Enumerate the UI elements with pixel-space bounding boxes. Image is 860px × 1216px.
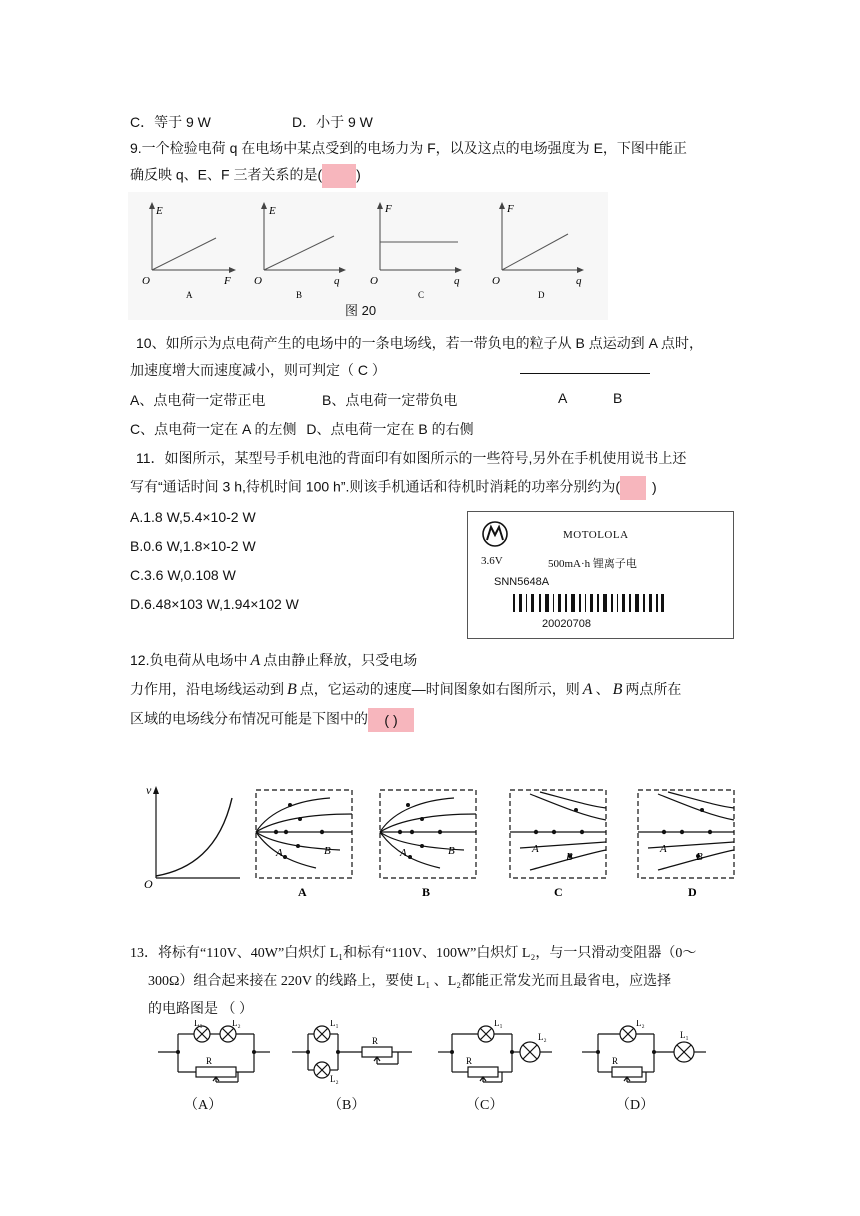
q10-option-b: B、点电荷一定带负电 xyxy=(322,392,458,408)
q13-circuits xyxy=(150,1020,740,1092)
q9-graph-b-label: B xyxy=(296,290,303,300)
battery-capacity: 500mA·h 锂离子电 xyxy=(548,558,637,570)
q9-graph-c-x-label: q xyxy=(454,275,460,287)
q9-graph-c-origin: O xyxy=(370,275,378,287)
q12-panel-d-label: D xyxy=(688,885,697,899)
q12-point-a: A xyxy=(250,652,261,669)
q10-point-a-label: A xyxy=(558,390,568,406)
q12-panel-d xyxy=(638,790,734,899)
q9-graph-a-label: A xyxy=(186,290,193,300)
q10-option-c xyxy=(130,419,474,439)
q12-vt-origin: O xyxy=(144,877,153,891)
q11-option-c: C.3.6 W,0.108 W xyxy=(130,567,236,583)
q9-graph-b-y-label: E xyxy=(269,205,276,217)
q12-vt-v-label: v xyxy=(146,783,152,797)
motorola-logo-icon xyxy=(481,520,509,548)
q13-d-l2: L₁ xyxy=(680,1030,689,1040)
q9-graph-a-y-label: E xyxy=(156,205,163,217)
q12-panel-b-label: B xyxy=(422,885,431,899)
q10-option-c-text: C、点电荷一定在 A 的左侧 xyxy=(130,421,297,437)
q13-b-l2: L₂ xyxy=(330,1074,339,1084)
q8-option-d: D．小于 9 W xyxy=(292,114,373,130)
q9-graph-d-label: D xyxy=(538,290,545,300)
q13-caption-c: （C） xyxy=(466,1098,504,1113)
q8-option-c: C．等于 9 W xyxy=(130,114,211,130)
q11-answer-blank[interactable] xyxy=(620,476,646,500)
q9-text-line1: 9.一个检验电荷 q 在电场中某点受到的电场力为 F，以及这点的电场强度为 E，下图中能正 xyxy=(130,140,687,156)
q13-circuit-c xyxy=(438,1026,552,1082)
q9-graph-b-x-label: q xyxy=(334,275,340,287)
q12-panel-c xyxy=(510,790,606,899)
barcode-icon xyxy=(513,592,665,614)
battery-label xyxy=(467,511,734,639)
q12-panel-a xyxy=(256,790,352,899)
q9-graph-a-origin: O xyxy=(142,275,150,287)
q10-point-b-label: B xyxy=(613,390,623,406)
q11-text-line2 xyxy=(130,476,657,500)
q10-text-line1: 10、如所示为点电荷产生的电场中的一条电场线，若一带负电的粒子从 B 点运动到 A 点时， xyxy=(136,335,704,351)
q13-d-r: R xyxy=(612,1056,619,1066)
q12-panel-c-label: C xyxy=(554,885,563,899)
q13-a-l1: L₁ xyxy=(194,1020,203,1028)
q12-text-prefix1: 12.负电荷从电场中 xyxy=(130,652,248,668)
q11-text-suffix: ) xyxy=(652,478,657,495)
q13-c-l2: L₂ xyxy=(538,1032,547,1042)
battery-date: 20020708 xyxy=(542,618,591,630)
svg-text:B: B xyxy=(696,851,703,863)
svg-text:B: B xyxy=(566,851,573,863)
q12-point-b-ref: B xyxy=(612,681,623,698)
q13-a-l2: L₂ xyxy=(232,1020,241,1028)
q9-graph-b-origin: O xyxy=(254,275,262,287)
svg-text:A: A xyxy=(276,847,283,859)
q12-vt-graph xyxy=(144,783,240,891)
q11-text-line1: 11．如图所示，某型号手机电池的背面印有如图所示的一些符号,另外在手机使用说书上还 xyxy=(136,450,687,466)
svg-text:B: B xyxy=(324,845,331,857)
q10-text-line2: 加速度增大而速度减小，则可判定（ C ） xyxy=(130,362,386,378)
q9-text-prefix: 确反映 q、E、F 三者关系的是( xyxy=(130,166,323,183)
svg-text:B: B xyxy=(448,845,455,857)
q12-text-suffix2: 两点所在 xyxy=(625,681,682,697)
q9-graph-d-y-label: F xyxy=(507,203,514,215)
q13-text-line1: 13．将标有“110V、40W”白炽灯 L₁和标有“110V、100W”白炽灯 L₂，与一只滑动变阻器（0～ xyxy=(130,946,697,961)
q11-option-a: A.1.8 W,5.4×10-2 W xyxy=(130,509,256,525)
q9-graph-c-label: C xyxy=(418,290,425,300)
q10-field-line xyxy=(520,373,650,374)
svg-text:A: A xyxy=(532,843,539,855)
q12-point-a-ref: A xyxy=(582,681,593,698)
q13-caption-a: （A） xyxy=(184,1098,223,1113)
q13-b-r: R xyxy=(372,1036,379,1046)
q9-graph-d-origin: O xyxy=(492,275,500,287)
q13-text-line2: 300Ω）组合起来接在 220V 的线路上，要使 L₁ 、L₂都能正常发光而且最省电，应选择 xyxy=(148,974,672,989)
battery-model: SNN5648A xyxy=(494,576,550,588)
q13-b-l1: L₁ xyxy=(330,1020,339,1028)
q11-option-b: B.0.6 W,1.8×10-2 W xyxy=(130,538,256,554)
q12-text-suffix1: 点由静止释放，只受电场 xyxy=(263,652,418,668)
q13-c-l1: L₁ xyxy=(494,1020,503,1028)
q9-graph-d-x-label: q xyxy=(576,275,582,287)
q12-panel-a-label: A xyxy=(298,885,307,899)
q12-text-line2 xyxy=(130,679,681,700)
q13-circuit-a xyxy=(158,1026,270,1082)
q11-text-prefix: 写有“通话时间 3 h,待机时间 100 h”.则该手机通话和待机时消耗的功率分别约为( xyxy=(130,478,621,495)
q9-answer-blank[interactable] xyxy=(322,164,356,188)
q9-graph-a-x-label: F xyxy=(224,275,231,287)
q11-option-d: D.6.48×103 W,1.94×102 W xyxy=(130,596,299,612)
q13-caption-d: （D） xyxy=(616,1098,655,1113)
q10-option-d-text: D、点电荷一定在 B 的右侧 xyxy=(306,421,474,437)
q12-text-line3-main: 区域的电场线分布情况可能是下图中的 xyxy=(130,710,368,727)
q9-text-line2 xyxy=(130,164,361,188)
q9-graph-c-y-label: F xyxy=(385,203,392,215)
svg-text:A: A xyxy=(660,843,667,855)
q13-a-r: R xyxy=(206,1056,213,1066)
q12-text-line3 xyxy=(130,708,414,732)
q12-text-line1 xyxy=(130,650,417,671)
q12-answer-blank[interactable]: ( ) xyxy=(368,708,414,732)
q9-figure-caption: 图 20 xyxy=(345,303,377,318)
battery-voltage: 3.6V xyxy=(481,555,503,567)
q12-figure xyxy=(140,770,750,900)
q13-c-r: R xyxy=(466,1056,473,1066)
q10-option-a: A、点电荷一定带正电 xyxy=(130,392,266,408)
q13-d-l1: L₂ xyxy=(636,1020,645,1028)
svg-text:A: A xyxy=(400,847,407,859)
q12-point-b: B xyxy=(287,681,297,698)
q12-panel-b xyxy=(380,790,476,899)
q12-text-mid: 点，它运动的速度—时间图象如右图所示，则 xyxy=(299,681,580,697)
battery-brand: MOTOLOLA xyxy=(563,529,629,541)
q12-sep: 、 xyxy=(595,681,610,697)
q13-caption-b: （B） xyxy=(328,1098,366,1113)
q13-text-line3: 的电路图是 （ ） xyxy=(148,1002,253,1017)
q12-text-prefix2: 力作用，沿电场线运动到 xyxy=(130,681,284,697)
q9-text-suffix: ) xyxy=(356,166,361,183)
